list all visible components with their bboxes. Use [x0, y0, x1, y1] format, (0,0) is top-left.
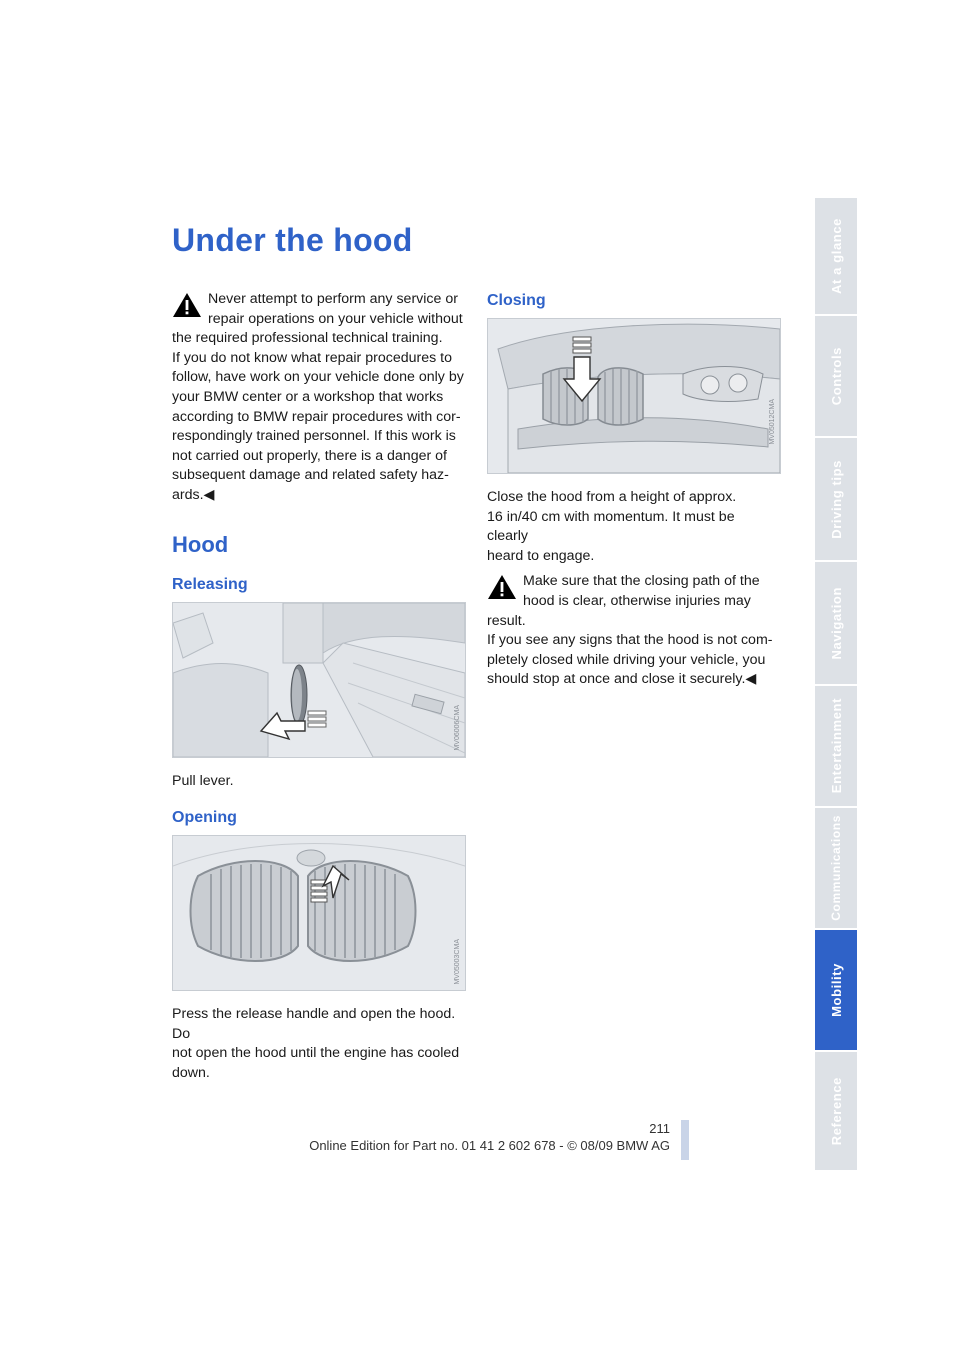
tab-mobility[interactable]: Mobility [815, 930, 857, 1052]
closing-figure [487, 318, 781, 474]
tab-entertainment[interactable]: Entertainment [815, 686, 857, 808]
opening-heading: Opening [172, 809, 237, 827]
closing-text: Close the hood from a height of approx. 16 in/40 cm with momentum. It must be clearly heard to engage. [487, 489, 737, 564]
page-marker-bar [681, 1120, 689, 1160]
releasing-figure [172, 602, 466, 758]
releasing-caption: Pull lever. [172, 772, 234, 789]
releasing-heading: Releasing [172, 575, 248, 593]
opening-text: Press the release handle and open the hood. Do not open the hood until the engine has cooled down. [172, 1006, 460, 1081]
tab-navigation[interactable]: Navigation [815, 562, 857, 686]
figure-code: MV06006CMA [454, 705, 461, 751]
tab-at-a-glance[interactable]: At a glance [815, 198, 857, 316]
closing-heading: Closing [487, 292, 546, 309]
tab-controls[interactable]: Controls [815, 316, 857, 438]
page-number: 211 [649, 1121, 670, 1136]
warning-triangle-icon [487, 574, 517, 600]
footer-edition: Online Edition for Part no. 01 41 2 602 678 - © 08/09 BMW AG [309, 1138, 670, 1153]
figure-code: MV05012CMA [769, 399, 776, 445]
tab-reference[interactable]: Reference [815, 1052, 857, 1172]
page-title: Under the hood [172, 222, 413, 258]
intro-warning-text: Never attempt to perform any service or repair operations on your vehicle without the required professional technical training. If you do not know what repair procedures to follow, have work on your vehicle done only by your BMW center or a workshop that works according to BMW repair procedures with cor- respondingly trained personnel. If this work is not carried out properly, there is a danger of subsequent damage and related safety haz- ards.◀ [172, 291, 464, 503]
figure-code: MV05003CMA [454, 938, 461, 985]
hood-heading: Hood [172, 531, 229, 557]
grille-release-handle-illustration [173, 836, 465, 990]
closing-warning-text: Make sure that the closing path of the hood is clear, otherwise injuries may result. If you see any signs that the hood is not com- pletely closed while driving your vehicle, you should stop at once and close it securely.◀ [487, 573, 773, 688]
left-column [172, 290, 464, 1084]
hood-release-lever-illustration [173, 603, 465, 757]
chapter-tabs [815, 198, 857, 1172]
right-column [487, 292, 779, 690]
warning-triangle-icon [172, 292, 202, 318]
opening-figure [172, 835, 466, 991]
tab-driving-tips[interactable]: Driving tips [815, 438, 857, 562]
closing-hood-illustration [488, 319, 780, 473]
intro-warning [172, 290, 464, 506]
closing-warning [487, 572, 779, 690]
tab-communications[interactable]: Communications [815, 808, 857, 930]
